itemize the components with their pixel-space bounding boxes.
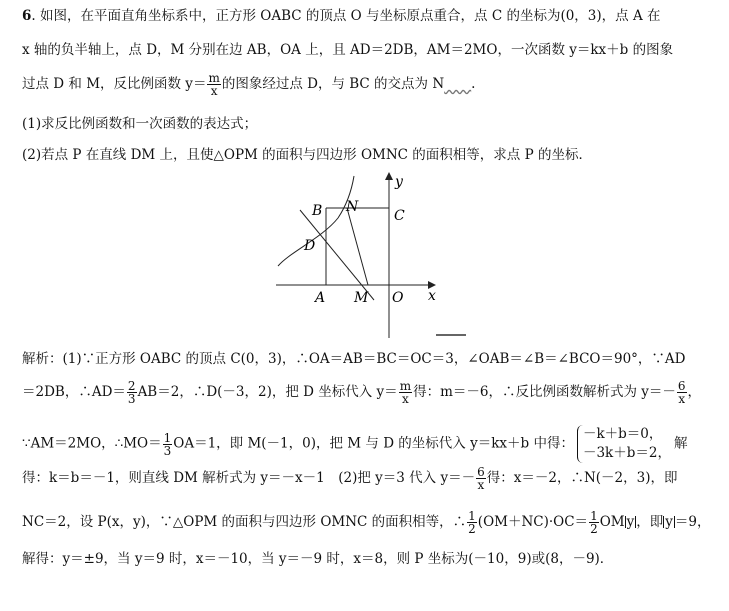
sol4-text-b: 得：x＝－2，∴N(－2，3)，即 — [486, 470, 678, 486]
label-O: O — [392, 290, 404, 306]
fraction-1-2-b — [589, 510, 599, 535]
sol2-text-b: AB＝2，∴D(－3，2)，把 D 坐标代入 y＝ — [137, 384, 398, 400]
solution-line-2 — [22, 380, 719, 405]
fraction-num: m — [208, 71, 220, 85]
fraction-num: m — [399, 379, 412, 393]
sol5-text-b: (OM＋NC)·OC＝ — [477, 514, 589, 530]
fraction-m-over-x — [207, 72, 220, 97]
solution-line-3 — [22, 425, 719, 463]
fraction-num: 2 — [127, 379, 136, 393]
fraction-den: x — [477, 478, 485, 492]
sol3-text-a: ∵AM＝2MO，∴MO＝ — [22, 435, 162, 452]
x-axis-label: x — [428, 288, 436, 304]
label-A: A — [315, 290, 326, 306]
geometry-figure — [270, 168, 470, 348]
fraction-den: 3 — [163, 443, 172, 458]
equation-2: －3k＋b＝2， — [582, 445, 671, 461]
solution-line-4 — [22, 466, 719, 491]
sol3-text-b: OA＝1，即 M(－1，0)，把 M 与 D 的坐标代入 y＝kx＋b 中得： — [173, 435, 574, 452]
label-N: N — [346, 199, 359, 215]
problem-line-2: x 轴的负半轴上，点 D，M 分别在边 AB，OA 上，且 AD＝2DB，AM＝2MO，一次函数 y＝kx＋b 的图象 — [22, 42, 674, 58]
y-axis-arrow — [385, 172, 393, 180]
problem-number: 6 — [22, 8, 32, 24]
y-axis-label: y — [395, 174, 403, 190]
problem-text-3c: . — [471, 76, 476, 92]
problem-part-2: (2)若点 P 在直线 DM 上，且使△OPM 的面积与四边形 OMNC 的面积相等，求点 P 的坐标． — [22, 147, 592, 163]
problem-line-3 — [22, 72, 719, 97]
equation-system — [577, 425, 671, 463]
sol5-text-d: ，即 — [636, 514, 664, 530]
fraction-num: 1 — [163, 430, 172, 445]
sol4-text-a: 得：k＝b＝－1，则直线 DM 解析式为 y＝－x－1 (2)把 y＝3 代入 y＝－ — [22, 470, 476, 486]
problem-text-3a: 过点 D 和 M，反比例函数 y＝ — [22, 76, 207, 92]
problem-part-1: (1)求反比例函数和一次函数的表达式； — [22, 116, 258, 132]
fraction-1-3 — [163, 432, 173, 457]
problem-text-1: . 如图，在平面直角坐标系中，正方形 OABC 的顶点 O 与坐标原点重合，点 C 的坐标为(0，3)，点 A 在 — [31, 8, 661, 24]
equation-1: －k＋b＝0， — [582, 426, 663, 442]
abs-value-y-2: y — [665, 514, 673, 530]
fraction-den: x — [678, 392, 686, 406]
fraction-num: 1 — [590, 509, 598, 523]
solution-line-5 — [22, 510, 719, 535]
fraction-1-2-a — [467, 510, 477, 535]
label-D: D — [304, 238, 316, 254]
solution-line-6: 解得：y＝±9，当 y＝9 时，x＝－10，当 y＝－9 时，x＝8，则 P 坐标为(－10，9)或(8，－9)． — [22, 551, 614, 567]
segment-NM — [347, 208, 368, 285]
fraction-den: x — [401, 392, 409, 406]
label-C: C — [394, 208, 405, 224]
problem-text-3b: 的图象经过点 D，与 BC 的交点为 N — [221, 76, 445, 92]
label-M: M — [354, 290, 369, 306]
sol5-text-e: ＝9， — [674, 514, 711, 530]
wavy-underline — [444, 76, 471, 92]
fraction-num: 1 — [468, 509, 476, 523]
sol5-text-a: NC＝2，设 P(x，y)，∵△OPM 的面积与四边形 OMNC 的面积相等，∴ — [22, 514, 467, 530]
sol3-text-c: 解 — [673, 435, 688, 452]
sol2-text-c: 得：m＝－6，∴反比例函数解析式为 y＝－ — [413, 384, 676, 400]
fraction-den: 2 — [468, 522, 476, 536]
fraction-6-x — [677, 380, 687, 405]
fraction-2-3 — [127, 380, 137, 405]
hyperbola-curve — [278, 176, 354, 266]
line-DM — [300, 210, 374, 300]
fraction-den: 2 — [590, 522, 598, 536]
label-B: B — [312, 203, 323, 219]
solution-line-1: 解析：(1)∵正方形 OABC 的顶点 C(0，3)，∴OA＝AB＝BC＝OC＝3，∠OAB＝∠B＝∠BCO＝90°，∵AD — [22, 351, 686, 367]
fraction-6-x-b — [476, 466, 486, 491]
fraction-num: 6 — [677, 379, 686, 393]
fraction-num: 6 — [477, 465, 485, 479]
sol2-text-a: ＝2DB，∴AD＝ — [22, 384, 126, 400]
sol5-text-c: OM — [599, 514, 625, 530]
fraction-m-x — [399, 380, 412, 405]
problem-line-1 — [22, 6, 719, 26]
fraction-den: x — [210, 84, 218, 98]
abs-value-y: y — [626, 514, 635, 530]
sol2-text-d: ， — [687, 384, 702, 400]
fraction-den: 3 — [127, 392, 136, 406]
